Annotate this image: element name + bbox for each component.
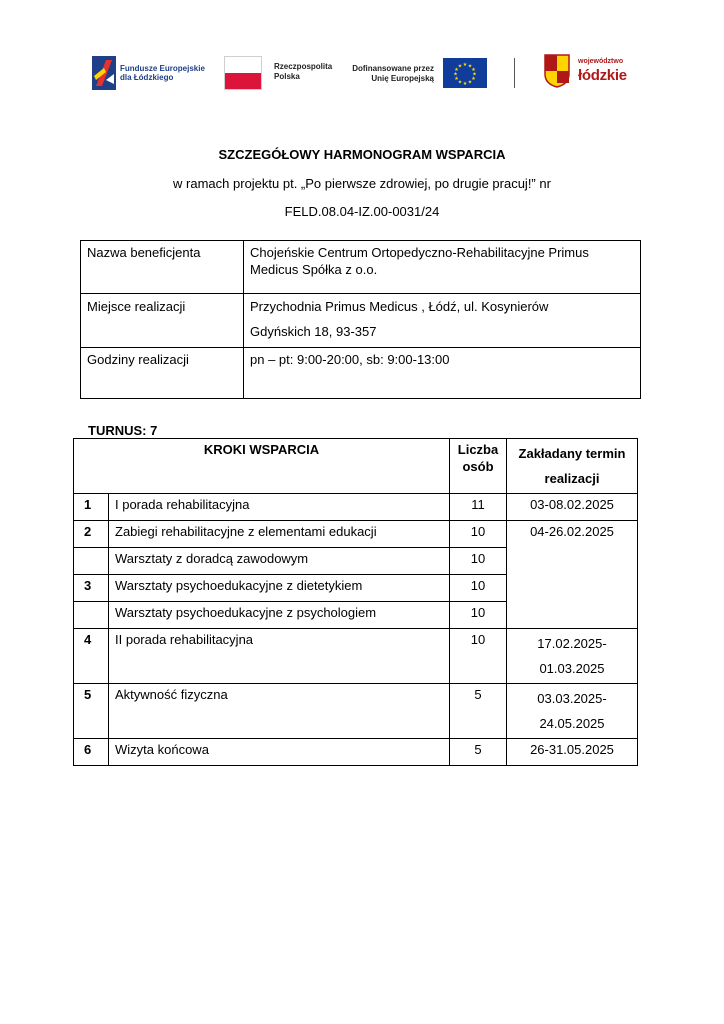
fe-logo-line2: dla Łódzkiego <box>120 73 174 82</box>
step-count: 5 <box>450 684 507 739</box>
document-title: SZCZEGÓŁOWY HARMONOGRAM WSPARCIA <box>218 147 506 162</box>
step-number: 4 <box>74 629 109 684</box>
step-number: 6 <box>74 739 109 766</box>
pl-logo-line1: Rzeczpospolita <box>274 62 333 71</box>
beneficiary-label: Nazwa beneficjenta <box>81 241 244 294</box>
svg-text:★: ★ <box>471 67 476 73</box>
step-number: 5 <box>74 684 109 739</box>
step-term-line1: 03.03.2025- <box>537 691 607 706</box>
step-count: 10 <box>450 602 507 629</box>
document-subtitle-line2: FELD.08.04-IZ.00-0031/24 <box>284 204 440 219</box>
pl-logo-text <box>274 62 332 82</box>
step-count: 11 <box>450 494 507 521</box>
lodzkie-logo <box>544 54 634 92</box>
place-label: Miejsce realizacji <box>81 294 244 348</box>
step-number: 1 <box>74 494 109 521</box>
step-count: 10 <box>450 629 507 684</box>
table-row <box>74 494 638 521</box>
step-name: Warsztaty psychoedukacyjne z psychologiem <box>109 602 450 629</box>
step-number: 2 <box>74 521 109 548</box>
header-steps: KROKI WSPARCIA <box>74 439 450 494</box>
turnus-label: TURNUS: 7 <box>88 423 158 438</box>
step-term-line1: 17.02.2025- <box>537 636 607 651</box>
step-number <box>74 548 109 575</box>
step-term: 04-26.02.2025 <box>507 521 638 629</box>
svg-text:★: ★ <box>471 76 476 82</box>
fe-logo-icon <box>92 56 116 90</box>
info-row-hours <box>81 348 641 399</box>
header-term-line2: realizacji <box>544 471 600 486</box>
step-term: 03-08.02.2025 <box>507 494 638 521</box>
beneficiary-value: Chojeńskie Centrum Ortopedyczno-Rehabilitacyjne Primus Medicus Spółka z o.o. <box>244 241 641 294</box>
info-row-beneficiary <box>81 241 641 294</box>
table-row <box>74 521 638 548</box>
hours-value: pn – pt: 9:00-20:00, sb: 9:00-13:00 <box>244 348 641 399</box>
hours-label: Godziny realizacji <box>81 348 244 399</box>
pl-logo-line2: Polska <box>274 72 300 81</box>
polish-flag-icon <box>224 56 262 90</box>
step-term-line2: 24.05.2025 <box>539 716 605 731</box>
svg-text:★: ★ <box>462 81 468 87</box>
place-value-line1: Przychodnia Primus Medicus , Łódź, ul. Kosynierów <box>250 299 549 314</box>
svg-text:★: ★ <box>457 79 463 86</box>
eu-flag-icon <box>443 58 487 88</box>
svg-text:★: ★ <box>454 76 459 82</box>
document-subtitle-line1: w ramach projektu pt. „Po pierwsze zdrowiej, po drugie pracuj!” nr <box>173 176 551 191</box>
table-row <box>74 629 638 684</box>
table-row <box>74 684 638 739</box>
step-name: Warsztaty z doradcą zawodowym <box>109 548 450 575</box>
step-count: 5 <box>450 739 507 766</box>
svg-text:★: ★ <box>457 63 463 70</box>
svg-text:★: ★ <box>453 71 458 78</box>
steps-table <box>73 438 638 766</box>
step-name: Zabiegi rehabilitacyjne z elementami edukacji <box>109 521 450 548</box>
fe-logo-text <box>120 64 205 82</box>
header-count: Liczba osób <box>450 439 507 494</box>
svg-text:★: ★ <box>467 79 473 86</box>
step-term <box>507 684 638 739</box>
step-name: Warsztaty psychoedukacyjne z dietetykiem <box>109 575 450 602</box>
step-name: Aktywność fizyczna <box>109 684 450 739</box>
place-value <box>244 294 641 348</box>
step-name: I porada rehabilitacyjna <box>109 494 450 521</box>
svg-text:★: ★ <box>454 67 459 73</box>
lodzkie-logo-line2: łódzkie <box>578 67 627 84</box>
header-term <box>507 439 638 494</box>
eu-logo-line1: Dofinansowane przez <box>352 64 434 73</box>
fe-logo <box>92 56 212 92</box>
info-table <box>80 240 641 399</box>
pl-logo <box>224 56 334 92</box>
steps-header-row <box>74 439 638 494</box>
lodzkie-shield-icon <box>544 54 570 88</box>
step-name: Wizyta końcowa <box>109 739 450 766</box>
eu-logo-text <box>350 64 434 84</box>
step-count: 10 <box>450 548 507 575</box>
step-term: 26-31.05.2025 <box>507 739 638 766</box>
eu-logo-line2: Unię Europejską <box>371 74 434 83</box>
step-count: 10 <box>450 575 507 602</box>
fe-logo-line1: Fundusze Europejskie <box>120 64 205 73</box>
step-number: 3 <box>74 575 109 602</box>
step-number <box>74 602 109 629</box>
step-count: 10 <box>450 521 507 548</box>
place-value-line2: Gdyńskich 18, 93-357 <box>250 324 377 339</box>
table-row <box>74 739 638 766</box>
header-term-line1: Zakładany termin <box>518 446 626 461</box>
svg-text:★: ★ <box>472 71 477 78</box>
logo-separator <box>514 58 515 88</box>
eu-logo <box>350 58 490 92</box>
step-term-line2: 01.03.2025 <box>539 661 605 676</box>
step-name: II porada rehabilitacyjna <box>109 629 450 684</box>
svg-text:★: ★ <box>467 63 473 70</box>
lodzkie-logo-line1: województwo <box>578 58 624 65</box>
info-row-place <box>81 294 641 348</box>
step-term <box>507 629 638 684</box>
svg-text:★: ★ <box>462 62 468 68</box>
